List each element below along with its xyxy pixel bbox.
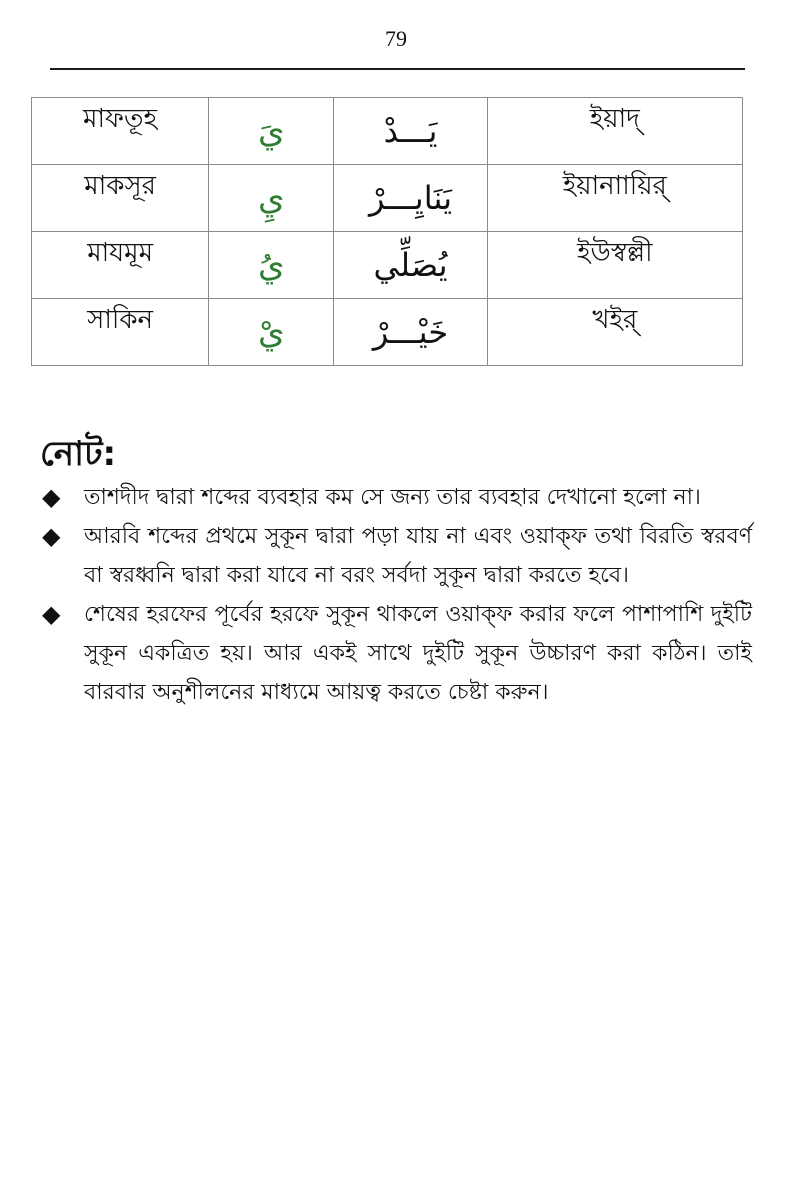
letter-forms-table (31, 97, 743, 366)
diamond-bullet-icon: ◆ (42, 522, 61, 550)
header-divider (50, 68, 745, 70)
transliteration-cell: ইউস্বল্লী (487, 232, 742, 299)
list-item (40, 478, 752, 517)
letter-cell: يِ (209, 165, 334, 232)
list-item (40, 595, 752, 712)
transliteration-cell: ইয়াদ্ (487, 98, 742, 165)
arabic-word-cell: يَنَايِـــرْ (334, 165, 487, 232)
notes-list (40, 478, 752, 712)
table-row (32, 299, 743, 366)
transliteration-cell: খইর্ (487, 299, 742, 366)
harakat-name-cell: সাকিন (32, 299, 209, 366)
list-item (40, 517, 752, 595)
diamond-bullet-icon: ◆ (42, 483, 61, 511)
diamond-bullet-icon: ◆ (42, 600, 61, 628)
table-row (32, 98, 743, 165)
letter-cell: يَ (209, 98, 334, 165)
table-row (32, 232, 743, 299)
table-row (32, 165, 743, 232)
note-text: তাশদীদ দ্বারা শব্দের ব্যবহার কম সে জন্য তার ব্যবহার দেখানো হলো না। (84, 485, 701, 510)
letter-cell: يُ (209, 232, 334, 299)
transliteration-cell: ইয়ানাায়ির্ (487, 165, 742, 232)
letter-cell: يْ (209, 299, 334, 366)
note-text: শেষের হরফের পূর্বের হরফে সুকূন থাকলে ওয়াক্ফ করার ফলে পাশাপাশি দুইটি সুকূন একত্রিত হয়। আর একই সাথে দুইটি সুকূন উচ্চারণ করা কঠিন। তাই বারবার অনুশীলনের মাধ্যমে আয়ত্ব করতে চেষ্টা করুন। (84, 602, 752, 705)
note-heading: নোট: (40, 434, 117, 474)
harakat-name-cell: মাফতূহ (32, 98, 209, 165)
arabic-word-cell: يَـــدْ (334, 98, 487, 165)
arabic-word-cell: خَيْـــرْ (334, 299, 487, 366)
note-text: আরবি শব্দের প্রথমে সুকূন দ্বারা পড়া যায় না এবং ওয়াক্ফ তথা বিরতি স্বরবর্ণ বা স্বরধ্বনি দ্বারা করা যাবে না বরং সর্বদা সুকূন দ্বারা করতে হবে। (84, 524, 752, 588)
page-number: 79 (385, 26, 407, 51)
arabic-word-cell: يُصَلِّي (334, 232, 487, 299)
harakat-name-cell: মাকসূর (32, 165, 209, 232)
harakat-name-cell: মাযমূম (32, 232, 209, 299)
